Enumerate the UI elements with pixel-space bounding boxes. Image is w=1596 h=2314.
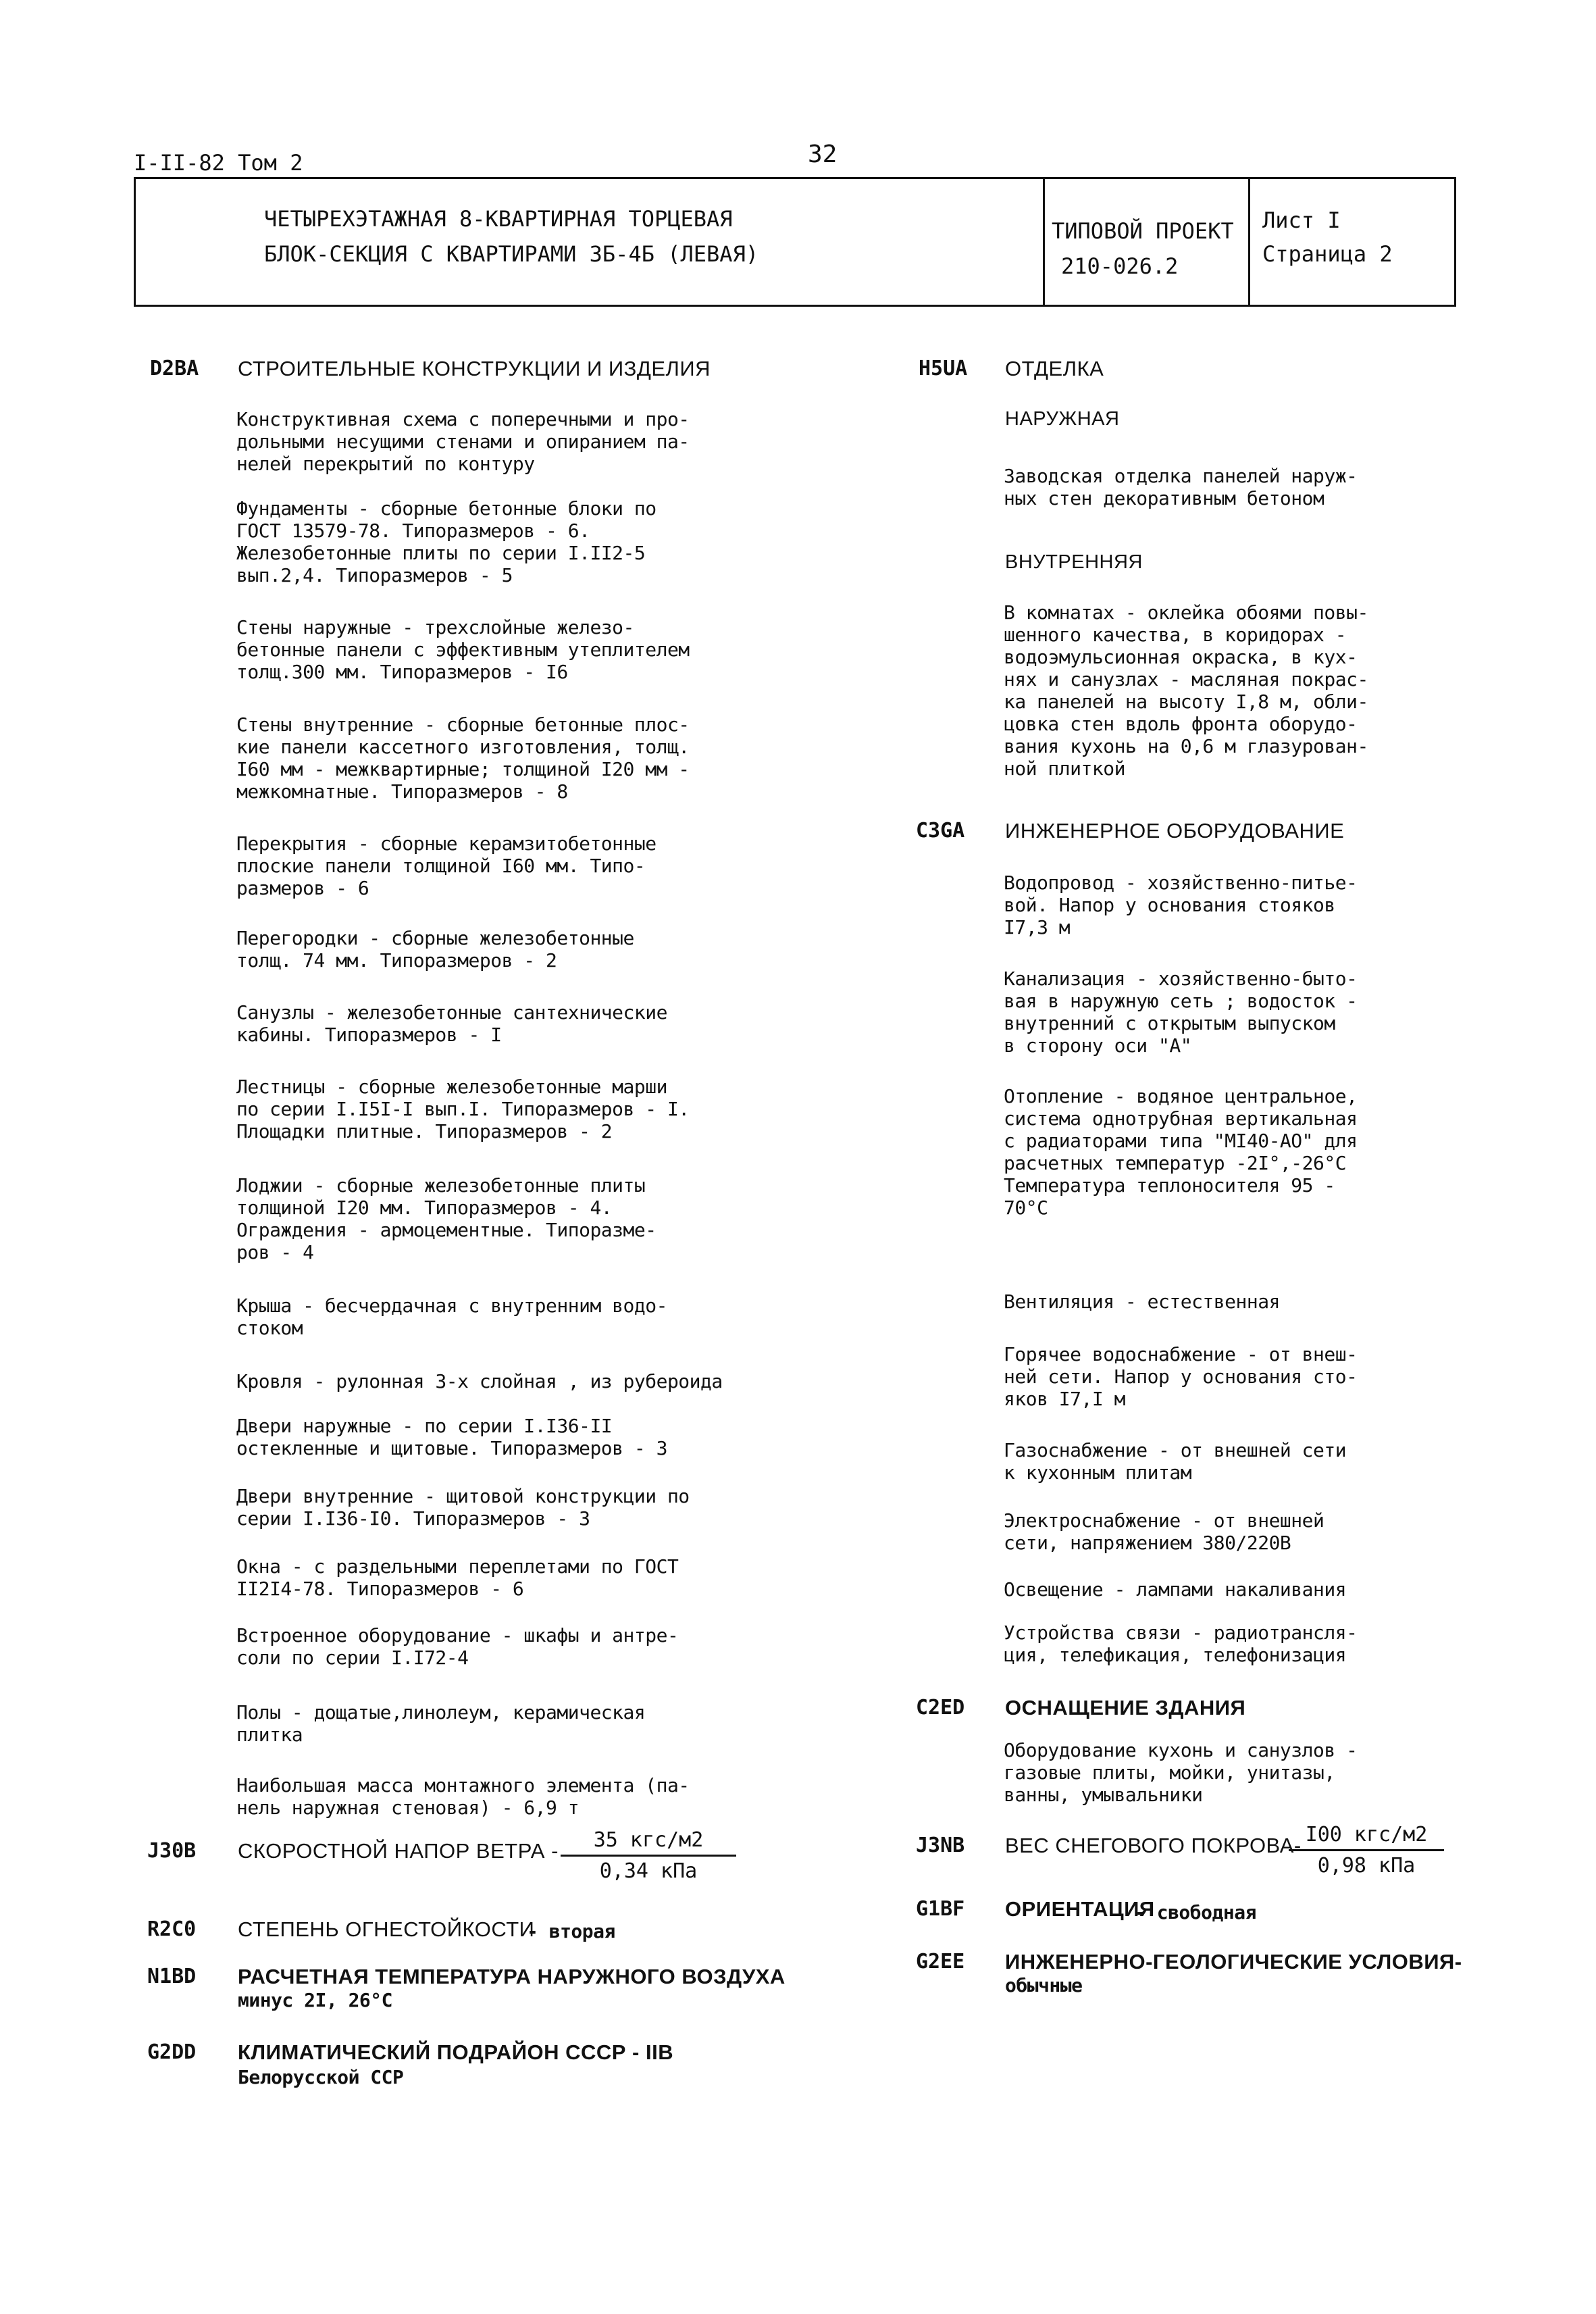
title-block bbox=[134, 177, 1456, 307]
code-g2ee: G2EE bbox=[916, 1950, 965, 1973]
section-title-finishing: ОТДЕЛКА bbox=[1005, 357, 1104, 380]
para-floors-covering: Полы - дощатые,линолеум, керамическая плитка bbox=[236, 1701, 646, 1746]
page-number: 32 bbox=[808, 141, 838, 168]
para-structural-scheme: Конструктивная схема с поперечными и про- дольными несущими стенами и опиранием па- нелей перекрытий по контуру bbox=[236, 408, 690, 475]
title-line-1: ЧЕТЫРЕХЭТАЖНАЯ 8-КВАРТИРНАЯ ТОРЦЕВАЯ bbox=[264, 206, 733, 232]
code-g1bf: G1BF bbox=[916, 1897, 965, 1921]
para-roofing: Кровля - рулонная 3-х слойная , из рубероида bbox=[236, 1370, 723, 1392]
para-loggias: Лоджии - сборные железобетонные плиты толщиной I20 мм. Типоразмеров - 4. Ограждения - армоцементные. Типоразме- ров - 4 bbox=[236, 1174, 657, 1263]
orientation-title: ОРИЕНТАЦИЯ bbox=[1005, 1897, 1155, 1921]
code-r2c0: R2C0 bbox=[147, 1917, 197, 1941]
para-water-supply: Водопровод - хозяйственно-питье- вой. Напор у основания стояков I7,3 м bbox=[1004, 872, 1358, 938]
para-stairs: Лестницы - сборные железобетонные марши по серии I.I5I-I вып.I. Типоразмеров - I. Площадки плитные. Типоразмеров - 2 bbox=[236, 1076, 690, 1142]
title-cell bbox=[136, 179, 1045, 305]
fire-resistance-title: СТЕПЕНЬ ОГНЕСТОЙКОСТИ bbox=[238, 1917, 535, 1941]
para-sewerage: Канализация - хозяйственно-быто- вая в наружную сеть ; водосток - внутренний с открытым выпуском в сторону оси "А" bbox=[1004, 967, 1358, 1057]
para-windows: Окна - с раздельными переплетами по ГОСТ II2I4-78. Типоразмеров - 6 bbox=[236, 1555, 679, 1600]
sheet-cell bbox=[1250, 179, 1454, 305]
outdoor-temp-value: минус 2I, 26°С bbox=[238, 1989, 393, 2011]
para-ventilation: Вентиляция - естественная bbox=[1004, 1290, 1280, 1313]
wind-pressure-title: СКОРОСТНОЙ НАПОР ВЕТРА - bbox=[238, 1839, 559, 1863]
para-equipment: Оборудование кухонь и санузлов - газовые плиты, мойки, унитазы, ванны, умывальники bbox=[1004, 1739, 1358, 1806]
page-label: Страница 2 bbox=[1262, 241, 1393, 267]
snow-load-title: ВЕС СНЕГОВОГО ПОКРОВА- bbox=[1005, 1834, 1302, 1857]
series-label: I-II-82 Том 2 bbox=[134, 150, 303, 176]
snow-load-value bbox=[1289, 1823, 1444, 1878]
title-line-2: БЛОК-СЕКЦИЯ С КВАРТИРАМИ 3Б-4Б (ЛЕВАЯ) bbox=[264, 241, 759, 267]
orientation-value: - свободная bbox=[1135, 1901, 1256, 1923]
para-bathrooms: Санузлы - железобетонные сантехнические кабины. Типоразмеров - I bbox=[236, 1001, 667, 1046]
outdoor-temp-title: РАСЧЕТНАЯ ТЕМПЕРАТУРА НАРУЖНОГО ВОЗДУХА bbox=[238, 1965, 786, 1988]
sheet-label: Лист I bbox=[1262, 207, 1341, 233]
para-heating: Отопление - водяное центральное, система однотрубная вертикальная с радиаторами типа "МI40-АО" для расчетных температур -2I°,-26°С Температура теплоносителя 95 - 70°С bbox=[1004, 1085, 1358, 1219]
project-label: ТИПОВОЙ ПРОЕКТ bbox=[1052, 218, 1234, 244]
code-j3nb: J3NB bbox=[916, 1834, 965, 1857]
wind-pressure-kpa: 0,34 кПа bbox=[599, 1859, 698, 1883]
para-lighting: Освещение - лампами накаливания bbox=[1004, 1578, 1347, 1601]
para-communications: Устройства связи - радиотрансля- ция, телефикация, телефонизация bbox=[1004, 1621, 1358, 1666]
inner-finishing-label: ВНУТРЕННЯЯ bbox=[1005, 551, 1143, 573]
para-gas-supply: Газоснабжение - от внешней сети к кухонным плитам bbox=[1004, 1439, 1347, 1484]
section-title-equipment: ОСНАЩЕНИЕ ЗДАНИЯ bbox=[1005, 1696, 1246, 1719]
para-inner-finishing: В комнатах - оклейка обоями повы- шенного качества, в коридорах - водоэмульсионная окраска, в кух- нях и санузлах - масляная покрас- ка панелей на высоту I,8 м, обли- цовка стен вдоль фронта оборудо- вания кухонь на 0,6 м глазурован- ной плиткой bbox=[1004, 601, 1368, 780]
climate-region-title: КЛИМАТИЧЕСКИЙ ПОДРАЙОН СССР - IIВ bbox=[238, 2040, 674, 2064]
geology-title: ИНЖЕНЕРНО-ГЕОЛОГИЧЕСКИЕ УСЛОВИЯ- bbox=[1005, 1950, 1462, 1973]
climate-region-value: Белорусской ССР bbox=[238, 2066, 404, 2088]
para-outer-finishing: Заводская отделка панелей наруж- ных стен декоративным бетоном bbox=[1004, 465, 1358, 509]
para-power-supply: Электроснабжение - от внешней сети, напряжением 380/220В bbox=[1004, 1509, 1324, 1554]
code-c2ed: C2ED bbox=[916, 1696, 965, 1719]
project-cell bbox=[1045, 179, 1250, 305]
para-max-mass: Наибольшая масса монтажного элемента (па- нель наружная стеновая) - 6,9 т bbox=[236, 1774, 690, 1819]
para-built-in: Встроенное оборудование - шкафы и антре- соли по серии I.I72-4 bbox=[236, 1624, 679, 1669]
geology-value: обычные bbox=[1005, 1974, 1083, 1996]
code-d2ba: D2BA bbox=[150, 357, 199, 380]
para-inner-doors: Двери внутренние - щитовой конструкции по серии I.I36-I0. Типоразмеров - 3 bbox=[236, 1485, 690, 1530]
para-partitions: Перегородки - сборные железобетонные толщ. 74 мм. Типоразмеров - 2 bbox=[236, 927, 634, 972]
para-floors: Перекрытия - сборные керамзитобетонные плоские панели толщиной I60 мм. Типо- размеров - 6 bbox=[236, 832, 657, 899]
para-outer-walls: Стены наружные - трехслойные железо- бетонные панели с эффективным утеплителем толщ.300 мм. Типоразмеров - I6 bbox=[236, 616, 690, 683]
fire-resistance-value: - вторая bbox=[527, 1920, 615, 1942]
para-outer-doors: Двери наружные - по серии I.I36-II остекленные и щитовые. Типоразмеров - 3 bbox=[236, 1415, 667, 1459]
outer-finishing-label: НАРУЖНАЯ bbox=[1005, 408, 1120, 430]
project-number: 210-026.2 bbox=[1061, 253, 1179, 279]
wind-pressure-kgf: 35 кгс/м2 bbox=[561, 1828, 736, 1857]
para-hot-water: Горячее водоснабжение - от внеш- ней сети. Напор у основания сто- яков I7,I м bbox=[1004, 1343, 1358, 1410]
para-inner-walls: Стены внутренние - сборные бетонные плос- кие панели кассетного изготовления, толщ. I60 мм - межквартирные; толщиной I20 мм - межкомнатные. Типоразмеров - 8 bbox=[236, 713, 690, 803]
code-j30b: J30B bbox=[147, 1839, 197, 1863]
code-c3ga: C3GA bbox=[916, 819, 965, 842]
code-h5ua: H5UA bbox=[919, 357, 968, 380]
code-g2dd: G2DD bbox=[147, 2040, 197, 2064]
section-title-constructions: СТРОИТЕЛЬНЫЕ КОНСТРУКЦИИ И ИЗДЕЛИЯ bbox=[238, 357, 711, 380]
snow-load-kgf: I00 кгс/м2 bbox=[1289, 1823, 1444, 1851]
snow-load-kpa: 0,98 кПа bbox=[1317, 1854, 1416, 1878]
wind-pressure-value bbox=[561, 1828, 736, 1883]
para-foundations: Фундаменты - сборные бетонные блоки по ГОСТ 13579-78. Типоразмеров - 6. Железобетонные плиты по серии I.II2-5 вып.2,4. Типоразмеров - 5 bbox=[236, 497, 657, 586]
code-n1bd: N1BD bbox=[147, 1965, 197, 1988]
section-title-engineering: ИНЖЕНЕРНОЕ ОБОРУДОВАНИЕ bbox=[1005, 819, 1345, 842]
para-roof: Крыша - бесчердачная с внутренним водо- стоком bbox=[236, 1294, 667, 1339]
